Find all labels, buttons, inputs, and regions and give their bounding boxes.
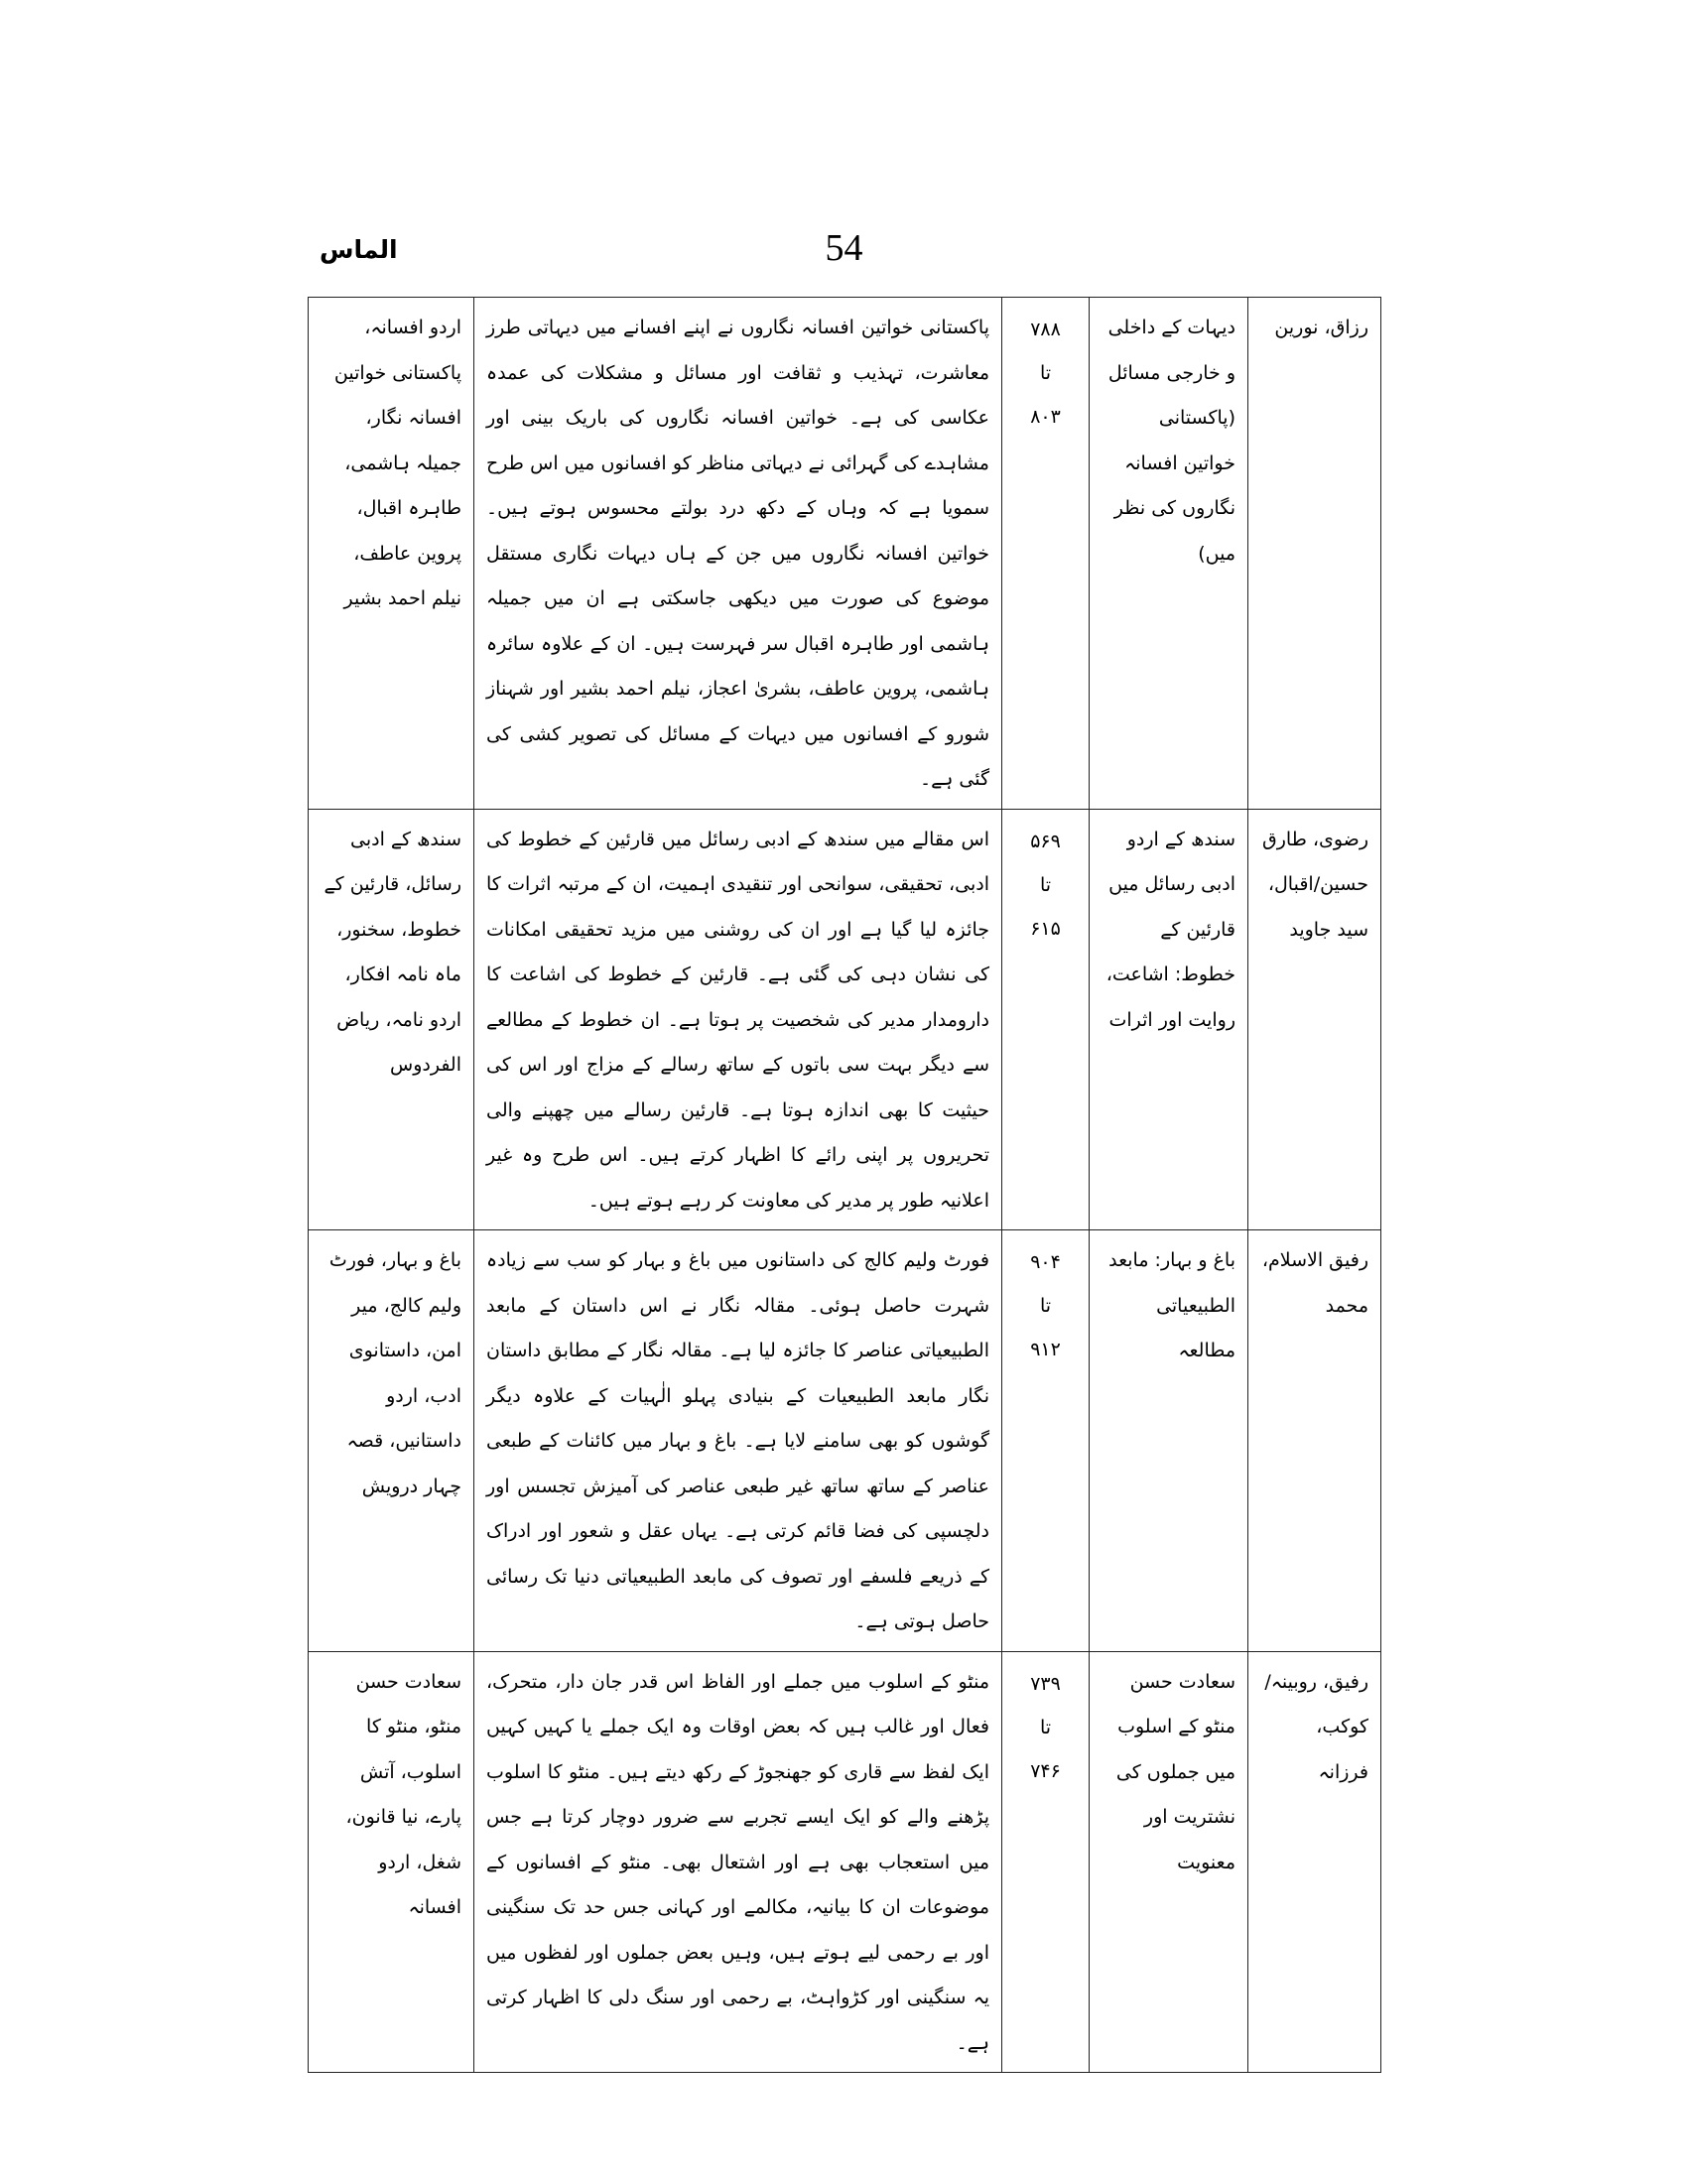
- index-table: [308, 297, 1381, 2073]
- page-number: 54: [825, 227, 863, 269]
- pages-cell: [1002, 298, 1090, 810]
- journal-name: الماس: [320, 235, 398, 264]
- pages-start: ۹۰۴: [1030, 1251, 1061, 1273]
- title-cell: سندھ کے اردو ادبی رسائل میں قارئین کے خطوط: اشاعت، روایت اور اثرات: [1090, 809, 1248, 1230]
- title-cell: دیہات کے داخلی و خارجی مسائل (پاکستانی خواتین افسانہ نگاروں کی نظر میں): [1090, 298, 1248, 810]
- keywords-cell: سندھ کے ادبی رسائل، قارئین کے خطوط، سخنور، ماہ نامہ افکار، اردو نامہ، ریاض الفردوس: [309, 809, 474, 1230]
- table-row: [309, 1651, 1381, 2073]
- author-cell: رزاق، نورین: [1248, 298, 1381, 810]
- title-cell: باغ و بہار: مابعد الطبیعیاتی مطالعہ: [1090, 1230, 1248, 1652]
- pages-end: ۶۱۵: [1030, 917, 1061, 940]
- pages-separator: تا: [1039, 1295, 1052, 1317]
- author-cell: رفیق الاسلام، محمد: [1248, 1230, 1381, 1652]
- keywords-cell: سعادت حسن منٹو، منٹو کا اسلوب، آتش پارے، نیا قانون، شغل، اردو افسانہ: [309, 1651, 474, 2073]
- pages-cell: [1002, 1230, 1090, 1652]
- summary-cell: اس مقالے میں سندھ کے ادبی رسائل میں قارئین کے خطوط کی ادبی، تحقیقی، سوانحی اور تنقیدی اہمیت، ان کے مرتبہ اثرات کا جائزہ لیا گیا ہے اور ان کی روشنی میں مزید تحقیقی امکانات کی نشان دہی کی گئی ہے۔ قارئین کے خطوط کی اشاعت کا دارومدار مدیر کی شخصیت پر ہوتا ہے۔ ان خطوط کے مطالعے سے دیگر بہت سی باتوں کے ساتھ رسالے کے مزاج اور اس کی حیثیت کا بھی اندازہ ہوتا ہے۔ قارئین رسالے میں چھپنے والی تحریروں پر اپنی رائے کا اظہار کرتے ہیں۔ اس طرح وہ غیر اعلانیہ طور پر مدیر کی معاونت کر رہے ہوتے ہیں۔: [474, 809, 1002, 1230]
- pages-separator: تا: [1039, 1716, 1052, 1738]
- summary-cell: پاکستانی خواتین افسانہ نگاروں نے اپنے افسانے میں دیہاتی طرز معاشرت، تہذیب و ثقافت اور مسائل و مشکلات کی عمدہ عکاسی کی ہے۔ خواتین افسانہ نگاروں کی باریک بینی اور مشاہدے کی گہرائی نے دیہاتی مناظر کو افسانوں میں اس طرح سمویا ہے کہ وہاں کے دکھ درد بولتے محسوس ہوتے ہیں۔ خواتین افسانہ نگاروں میں جن کے ہاں دیہات نگاری مستقل موضوع کی صورت میں دیکھی جاسکتی ہے ان میں جمیلہ ہاشمی اور طاہرہ اقبال سر فہرست ہیں۔ ان کے علاوہ سائرہ ہاشمی، پروین عاطف، بشریٰ اعجاز، نیلم احمد بشیر اور شہناز شورو کے افسانوں میں دیہات کے مسائل کی تصویر کشی کی گئی ہے۔: [474, 298, 1002, 810]
- table-row: [309, 298, 1381, 810]
- pages-end: ۹۱۲: [1030, 1339, 1061, 1360]
- pages-cell: [1002, 1651, 1090, 2073]
- table-row: [309, 1230, 1381, 1652]
- pages-start: ۵۶۹: [1030, 830, 1061, 852]
- pages-separator: تا: [1039, 873, 1052, 896]
- pages-end: ۸۰۳: [1030, 406, 1061, 428]
- pages-separator: تا: [1039, 362, 1052, 384]
- pages-start: ۷۸۸: [1030, 319, 1061, 340]
- table-row: [309, 809, 1381, 1230]
- keywords-cell: اردو افسانہ، پاکستانی خواتین افسانہ نگار، جمیلہ ہاشمی، طاہرہ اقبال، پروین عاطف، نیلم احمد بشیر: [309, 298, 474, 810]
- pages-start: ۷۳۹: [1030, 1672, 1061, 1695]
- pages-end: ۷۴۶: [1030, 1759, 1061, 1782]
- author-cell: رفیق، روبینہ/ کوکب، فرزانہ: [1248, 1651, 1381, 2073]
- pages-cell: [1002, 809, 1090, 1230]
- keywords-cell: باغ و بہار، فورٹ ولیم کالج، میر امن، داستانوی ادب، اردو داستانیں، قصہ چہار درویش: [309, 1230, 474, 1652]
- title-cell: سعادت حسن منٹو کے اسلوب میں جملوں کی نشتریت اور معنویت: [1090, 1651, 1248, 2073]
- author-cell: رضوی، طارق حسین/اقبال، سید جاوید: [1248, 809, 1381, 1230]
- summary-cell: فورٹ ولیم کالج کی داستانوں میں باغ و بہار کو سب سے زیادہ شہرت حاصل ہوئی۔ مقالہ نگار نے اس داستان کے مابعد الطبیعیاتی عناصر کا جائزہ لیا ہے۔ مقالہ نگار کے مطابق داستان نگار مابعد الطبیعیات کے بنیادی پہلو الٰہیات کے علاوہ دیگر گوشوں کو بھی سامنے لایا ہے۔ باغ و بہار میں کائنات کے طبعی عناصر کے ساتھ ساتھ غیر طبعی عناصر کی آمیزش تجسس اور دلچسپی کی فضا قائم کرتی ہے۔ یہاں عقل و شعور اور ادراک کے ذریعے فلسفے اور تصوف کی مابعد الطبیعیاتی دنیا تک رسائی حاصل ہوتی ہے۔: [474, 1230, 1002, 1652]
- summary-cell: منٹو کے اسلوب میں جملے اور الفاظ اس قدر جان دار، متحرک، فعال اور غالب ہیں کہ بعض اوقات وہ ایک جملے یا کہیں کہیں ایک لفظ سے قاری کو جھنجوڑ کے رکھ دیتے ہیں۔ منٹو کا اسلوب پڑھنے والے کو ایک ایسے تجربے سے ضرور دوچار کرتا ہے جس میں استعجاب بھی ہے اور اشتعال بھی۔ منٹو کے افسانوں کے موضوعات ان کا بیانیہ، مکالمے اور کہانی جس حد تک سنگینی اور بے رحمی لیے ہوتے ہیں، وہیں بعض جملوں اور لفظوں میں یہ سنگینی اور کڑواہٹ، بے رحمی اور سنگ دلی کا اظہار کرتی ہے۔: [474, 1651, 1002, 2073]
